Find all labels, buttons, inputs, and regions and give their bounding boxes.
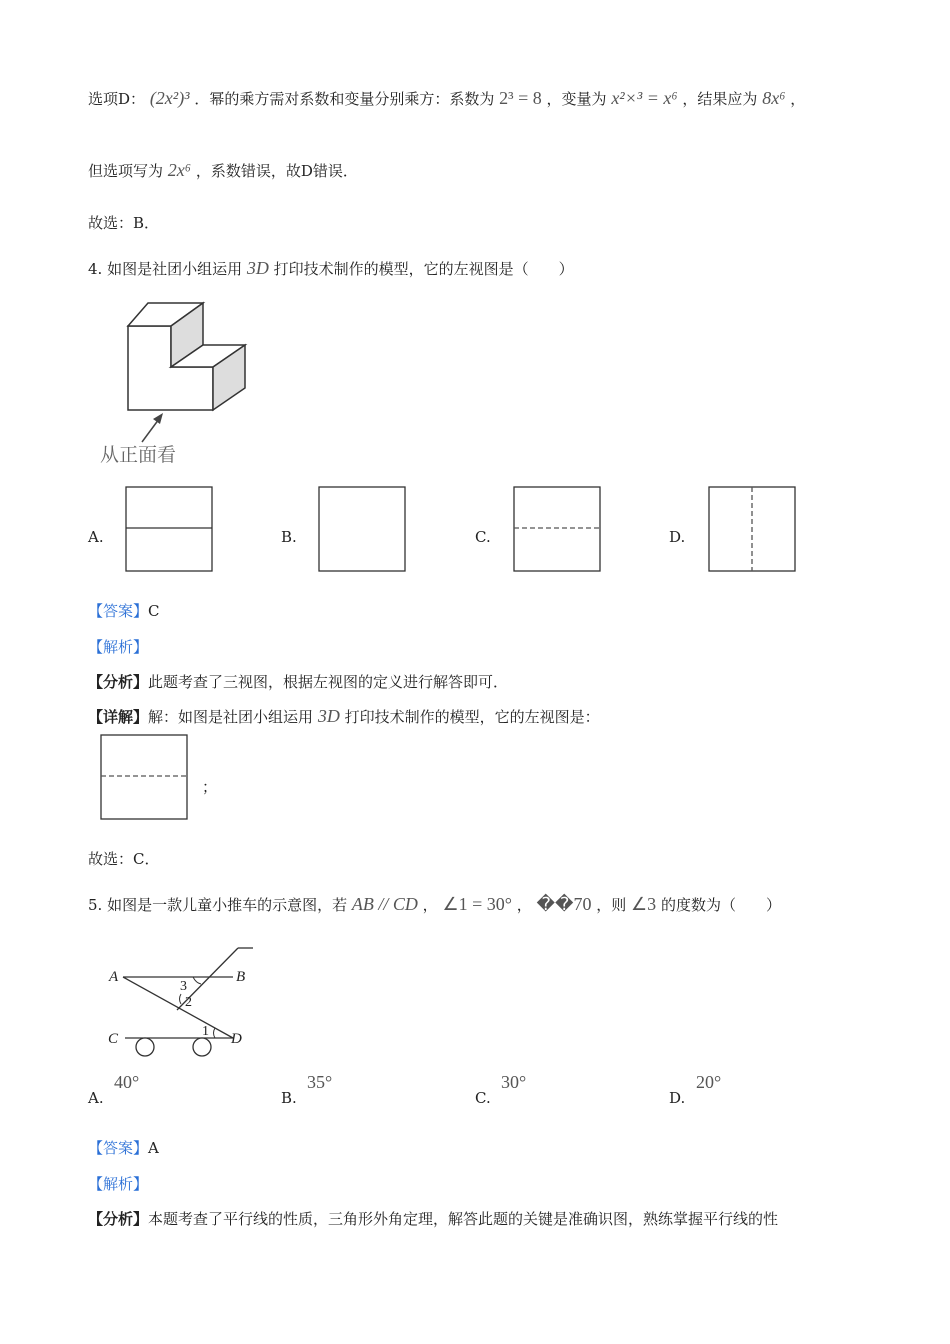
label-angle2: 2 [185,995,192,1010]
q4-option-b-label: B. [281,528,297,546]
q5-stem-text: ， [422,896,438,914]
q5-option-b-value: 35° [307,1072,333,1092]
q4-3d: 3D [246,258,269,278]
fenxi-tag: 【分析】 [88,1210,149,1228]
angle2-arc [180,994,182,1004]
q4-analysis-tag: 【解析】 [88,638,149,656]
q3-text: ， [790,90,806,108]
q5-option-a-value: 40° [114,1072,140,1092]
q4-figure-caption: 从正面看 [100,444,177,466]
answer-value: A [148,1139,159,1157]
q4-stem-text: 打印技术制作的模型，它的左视图是（ ） [273,260,574,278]
label-d: D [231,1031,242,1047]
q3-result: 8x⁶ [762,88,786,108]
label-b: B [236,969,246,985]
q3-option-d-line [88,88,805,109]
xiangjie-text: 打印技术制作的模型，它的左视图是： [344,708,600,726]
label-c: C [108,1031,119,1047]
answer-tag: 【答案】 [88,602,149,620]
q4-stem-text: 4. 如图是社团小组运用 [88,260,243,278]
q5-option-b-label: B. [281,1089,297,1107]
q5-option-d-label: D. [669,1089,686,1107]
q5-garbled: ��70 [536,894,592,914]
q3-wrong-line [88,160,358,181]
angle1-arc [214,1028,216,1038]
wheel-left [136,1038,154,1056]
q5-stem [88,894,781,915]
q3-expr: (2x²)³ [149,88,190,108]
q5-stroller-figure [105,940,265,1060]
q4-option-d-figure [708,486,796,572]
seat-diagonal [123,977,233,1038]
q3-text: 但选项写为 [88,162,164,180]
fenxi-text: 此题考查了三视图，根据左视图的定义进行解答即可． [148,673,509,691]
view-arrow [142,419,159,442]
q3-text: ．幂的乘方需对系数和变量分别乘方：系数为 [194,90,495,108]
q5-stem-text: 的度数为（ ） [660,896,781,914]
q4-answer [88,600,160,621]
answer-value: C [148,602,160,620]
q4-option-a-figure [125,486,213,572]
q3-conclusion: 故选：B． [88,214,160,232]
label-a: A [109,969,119,985]
q4-answer-figure [100,734,188,820]
q5-parallel: AB // CD [351,894,418,914]
xiangjie-tag: 【详解】 [88,708,149,726]
q4-xiangjie [88,706,600,727]
q5-stem-text: ，则 [596,896,627,914]
q5-angle3: ∠3 [631,894,657,914]
q3-text: 选项D： [88,90,146,108]
q5-option-d-value: 20° [696,1072,722,1092]
q5-option-a-label: A. [88,1089,104,1107]
q4-fenxi [88,671,508,692]
q3-text: ，变量为 [546,90,607,108]
fenxi-text: 本题考查了平行线的性质，三角形外角定理，解答此题的关键是准确识图，熟练掌握平行线的性 [148,1210,779,1228]
q5-angle1: ∠1 = 30° [442,894,512,914]
q3-var: x²×³ = x⁶ [611,88,678,108]
q4-figure-semicolon: ； [202,778,218,796]
wheel-right [193,1038,211,1056]
q5-option-c-label: C. [475,1089,491,1107]
angle3-arc [193,977,201,984]
q3-coef: 2³ = 8 [499,88,542,108]
label-angle1: 1 [202,1024,209,1039]
q3-text: ，系数错误，故D错误． [195,162,358,180]
q4-conclusion: 故选：C． [88,850,160,868]
fenxi-tag: 【分析】 [88,673,149,691]
xiangjie-text: 解：如图是社团小组运用 [148,708,314,726]
q3-text: ，结果应为 [682,90,758,108]
q4-option-c-figure [513,486,601,572]
xiangjie-3d: 3D [317,706,340,726]
q5-answer [88,1137,159,1158]
q5-stem-text: ， [516,896,532,914]
q3-expr: 2x⁶ [167,160,192,180]
q5-stem-text: 5. 如图是一款儿童小推车的示意图，若 [88,896,348,914]
view-arrow-head [153,413,163,424]
q4-option-a-label: A. [88,528,104,546]
q4-option-c-label: C. [475,528,491,546]
q5-fenxi [88,1208,778,1229]
label-angle3: 3 [180,979,187,994]
q4-option-b-figure [318,486,406,572]
q4-option-d-label: D. [669,528,686,546]
q4-stem [88,258,574,279]
answer-tag: 【答案】 [88,1139,149,1157]
q5-analysis-tag: 【解析】 [88,1175,149,1193]
q5-option-c-value: 30° [501,1072,527,1092]
